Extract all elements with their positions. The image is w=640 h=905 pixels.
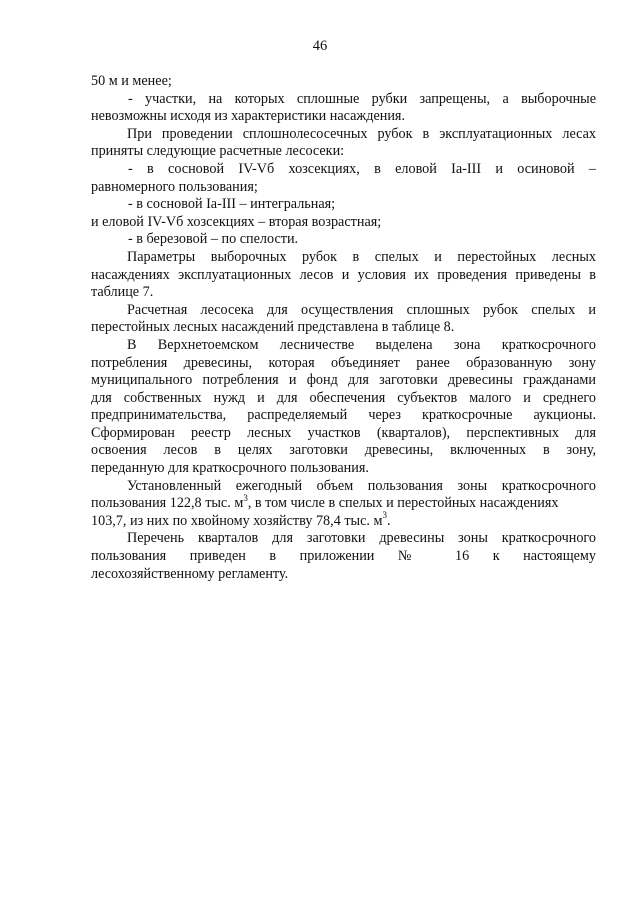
- text-line: Сформирован реестр лесных участков (кварталов), перспективных для: [91, 424, 596, 441]
- text-line: освоения лесов в целях заготовки древесины, включенных в зону,: [91, 442, 596, 459]
- text-line: - участки, на которых сплошные рубки запрещены, а выборочные: [128, 90, 596, 107]
- page-number: 46: [312, 38, 328, 54]
- text-line: для собственных нужд и для обеспечения субъектов малого и среднего: [91, 389, 596, 406]
- text-line: потребления древесины, которая объединяет ранее образованную зону: [91, 354, 596, 371]
- text-line: Параметры выборочных рубок в спелых и перестойных лесных: [127, 248, 596, 265]
- text-line: перестойных лесных насаждений представлена в таблице 8.: [91, 319, 455, 336]
- text-line: муниципального потребления и фонд для заготовки древесины гражданами: [91, 372, 596, 389]
- text-line: - в сосновой IV-Vб хозсекциях, в еловой Iа-III и осиновой –: [128, 160, 596, 177]
- text-line: равномерного пользования;: [91, 178, 258, 195]
- text-line: и еловой IV-Vб хозсекциях – вторая возрастная;: [91, 213, 382, 230]
- document-body: [91, 73, 596, 583]
- text-line: - в сосновой Iа-III – интегральная;: [128, 196, 336, 213]
- text-line: - в березовой – по спелости.: [128, 231, 299, 248]
- text-line: насаждениях эксплуатационных лесов и условия их проведения приведены в: [91, 266, 596, 283]
- text-line: предпринимательства, распределяемый через краткосрочные аукционы.: [91, 407, 596, 424]
- text-line: Установленный ежегодный объем пользования зоны краткосрочного: [127, 477, 596, 494]
- text-line: пользования приведен в приложении № 16 к настоящему: [91, 548, 596, 565]
- text-line: Перечень кварталов для заготовки древесины зоны краткосрочного: [127, 530, 596, 547]
- text-line: таблице 7.: [91, 284, 154, 301]
- text-fragment: .: [386, 512, 391, 529]
- text-line: При проведении сплошнолесосечных рубок в эксплуатационных лесах: [127, 125, 596, 142]
- text-line: 50 м и менее;: [91, 73, 172, 89]
- text-line: приняты следующие расчетные лесосеки:: [91, 143, 345, 160]
- text-line: лесохозяйственному регламенту.: [91, 565, 289, 582]
- text-line-with-superscript: [91, 510, 596, 531]
- text-fragment: , в том числе в спелых и перестойных насаждениях: [247, 495, 559, 512]
- text-line: невозможны исходя из характеристики насаждения.: [91, 108, 405, 125]
- text-line: В Верхнетоемском лесничестве выделена зона краткосрочного: [127, 336, 596, 353]
- text-line-with-superscript: [91, 492, 596, 513]
- superscript-cubic: 3: [243, 492, 248, 503]
- text-line: переданную для краткосрочного пользования.: [91, 460, 369, 477]
- superscript-cubic: 3: [382, 510, 387, 521]
- text-fragment: 103,7, из них по хвойному хозяйству 78,4 тыс. м: [91, 512, 383, 529]
- text-fragment: пользования 122,8 тыс. м: [91, 495, 244, 512]
- text-line: Расчетная лесосека для осуществления сплошных рубок спелых и: [127, 301, 596, 318]
